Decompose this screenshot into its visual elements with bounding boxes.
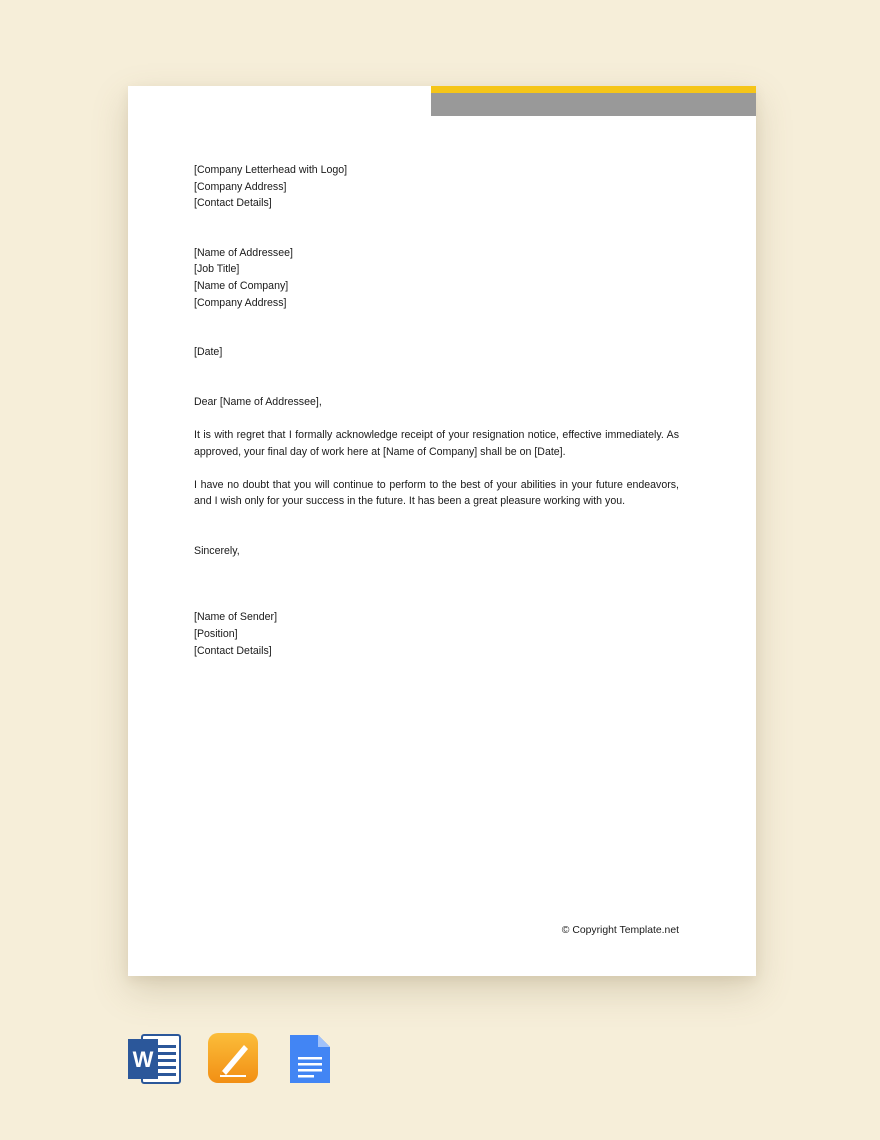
- addressee-address-line: [Company Address]: [194, 296, 287, 309]
- letter-date: [Date]: [194, 346, 223, 359]
- header-accent-yellow-bar: [431, 86, 756, 93]
- letter-body: [194, 162, 679, 659]
- addressee-job-title-line: [Job Title]: [194, 263, 240, 276]
- body-paragraph-1: It is with regret that I formally acknowledge receipt of your resignation notice, effective immediately. As approved, your final day of work here at [Name of Company] shall be on [Date].: [194, 429, 679, 458]
- addressee-company-line: [Name of Company]: [194, 279, 289, 292]
- microsoft-word-icon[interactable]: [128, 1033, 180, 1085]
- letter-page: [128, 86, 756, 976]
- salutation: Dear [Name of Addressee],: [194, 395, 322, 408]
- signature-block: [194, 609, 679, 659]
- word-letter: W: [132, 1047, 154, 1072]
- sender-position-line: [Position]: [194, 627, 238, 640]
- closing: Sincerely,: [194, 544, 240, 557]
- addressee-name-line: [Name of Addressee]: [194, 246, 293, 259]
- company-letterhead-line: [Company Letterhead with Logo]: [194, 164, 348, 176]
- google-docs-icon[interactable]: [288, 1033, 340, 1085]
- body-paragraph-2: I have no doubt that you will continue to perform to the best of your abilities in your future endeavors, and I wish only for your success in the future. It has been a great pleasure working with you.: [194, 478, 679, 508]
- copyright-notice: © Copyright Template.net: [561, 925, 679, 936]
- header-accent-gray-bar: [431, 93, 756, 116]
- contact-details-line: [Contact Details]: [194, 197, 272, 210]
- addressee-block: [194, 245, 679, 311]
- sender-name-line: [Name of Sender]: [194, 611, 278, 624]
- sender-header-block: [194, 162, 679, 212]
- sender-contact-line: [Contact Details]: [194, 644, 272, 657]
- company-address-line: [Company Address]: [194, 180, 287, 193]
- format-icons: [128, 1033, 338, 1085]
- apple-pages-icon[interactable]: [208, 1033, 260, 1085]
